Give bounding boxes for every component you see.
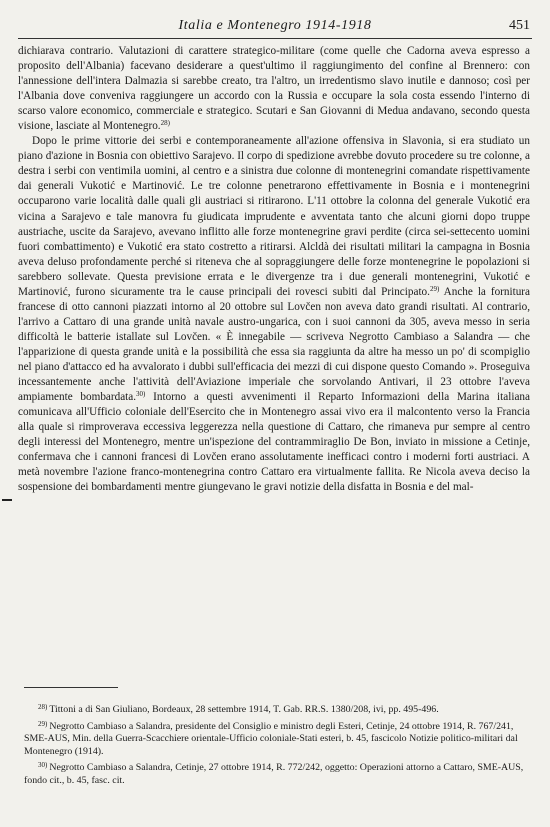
paragraph-1 — [18, 44, 530, 134]
footnote-29 — [24, 718, 524, 759]
page-number: 451 — [509, 18, 530, 33]
footnote-text: Negrotto Cambiaso a Salandra, presidente del Consiglio e ministro degli Esteri, Cetinje, 24 ottobre 1914, R. 767/241, SME-AUS, Min. della Guerra-Scacchiere orientale-Ufficio coloniale-Stati esteri, b. 45, fascicolo Notizie politico-militari dal Montenegro (1914). — [24, 720, 518, 757]
body-text — [18, 44, 530, 495]
footnote-rule — [24, 687, 118, 688]
footnote-28 — [24, 701, 524, 717]
note-ref-30: 30) — [136, 390, 146, 399]
paragraph-2-text-c: Intorno a questi avvenimenti il Reparto Informazioni della Marina italiana comunicava all'Ufficio coloniale dell'Esercito che in Montenegro assai vivo era il malcontento verso la Francia alla quale si rimproverava eccessiva leggerezza nella questione di Cattaro, che rimaneva pur sempre al centro degli interessi del Montenegro, mentre un'ispezione del contrammiraglio De Bon, inviato in missione a Cetinje, confermava che i cannoni francesi di Lovčen erano assolutamente inefficaci contro i moderni forti austriaci. A metà novembre l'azione franco-montenegrina contro Cattaro era virtualmente fallita. Re Nicola aveva deciso la sospensione dei bombardamenti mentre giungevano le gravi notizie della disfatta in Bosnia e del mal- — [18, 391, 530, 494]
footnote-text: Tittoni a di San Giuliano, Bordeaux, 28 settembre 1914, T. Gab. RR.S. 1380/208, ivi, pp. 495-496. — [49, 704, 439, 715]
footnote-30 — [24, 759, 524, 787]
footnote-number: 30) — [38, 761, 48, 770]
running-title: Italia e Montenegro 1914-1918 — [178, 18, 372, 33]
footnote-number: 28) — [38, 703, 48, 711]
footnote-text: Negrotto Cambiaso a Salandra, Cetinje, 27 ottobre 1914, R. 772/242, oggetto: Operazioni attorno a Cattaro, SME-AUS, fondo cit., b. 45, fasc. cit. — [24, 762, 524, 786]
paragraph-2 — [18, 134, 530, 495]
paragraph-2-text-b: Anche la fornitura francese di otto cannoni piazzati intorno al 20 ottobre sul Lovčen non aveva dato grandi risultati. Al contrario, l'arrivo a Cattaro di una grande unità navale austro-ungarica, con i suoi cannoni da 305, aveva messo in seria difficoltà le batterie istallate sul Lovčen. « È innegabile — scriveva Negrotto Cambiaso a Salandra — che l'apparizione di questa grande unità e la possibilità che essa sia raggiunta da altre ha messo un po' di scompiglio nel piano d'attacco ed ha avvalorato i dubbi sull'efficacia dei mezzi di cui dispone questo Comando ». Proseguiva incessantemente anche l'attività dell'Aviazione imperiale che sorvolando Antivari, il 23 ottobre l'aveva ampiamente bombardata. — [18, 285, 531, 404]
margin-mark — [2, 499, 12, 506]
note-ref-29: 29) — [429, 284, 440, 293]
running-header — [18, 18, 532, 39]
note-ref-28: 28) — [160, 119, 170, 128]
paragraph-2-text-a: Dopo le prime vittorie dei serbi e contemporaneamente all'azione offensiva in Slavonia, si era studiato un piano d'azione in Bosnia con obiettivo Sarajevo. Il corpo di spedizione avrebbe dovuto procedere su tre colonne, a destra i serbi con ventimila uomini, al centro e a sinistra due colonne di montenegrini comandate rispettivamente dai generali Vukotić e Martinović. Le tre colonne penetrarono effettivamente in Bosnia e i montenegrini occuparono varie località dalle quali gli austriaci si ritirarono. L'11 ottobre la colonna del generale Vukotić era vicina a Sarajevo e tale manovra fu giudicata imprudente e avventata tanto che alcuni giorni dopo truppe austriache, uscite da Sarajevo, avevano inflitto alle forze montenegrine gravi perdite (circa sei-settecento uomini fuori combattimento) e Vukotić era stato costretto a ritirarsi. Alcldà dei risultati militari la campagna in Bosnia aveva deluso profondamente perché si riteneva che al sopraggiungere delle forze montenegrine le popolazioni si sarebbero sollevate. Questa previsione errata e le divergenze tra i due generali montenegrini, Vukotić e Martinović, furono sicuramente tra le cause principali dei rovesci subiti dal Principato. — [18, 135, 530, 298]
footnote-number: 29) — [38, 719, 48, 728]
footnotes — [24, 701, 524, 789]
paragraph-1-text: dichiarava contrario. Valutazioni di carattere strategico-militare (come quelle che Cadorna aveva espresso a proposito dell'Albania) facevano desiderare a quest'ultimo il raggiungimento del confine al Brennero: con l'annessione dell'intera Dalmazia si sarebbe creato, tra l'altro, un irredentismo slavo inutile e dannoso; così per l'Albania dove conveniva raggiungere un accordo con la Russia e occupare la sola costa essendo l'interno di scarso valore economico, commerciale e strategico. Scutari e San Giovanni di Medua andavano, secondo questa visione, lasciate al Montenegro. — [18, 45, 530, 133]
